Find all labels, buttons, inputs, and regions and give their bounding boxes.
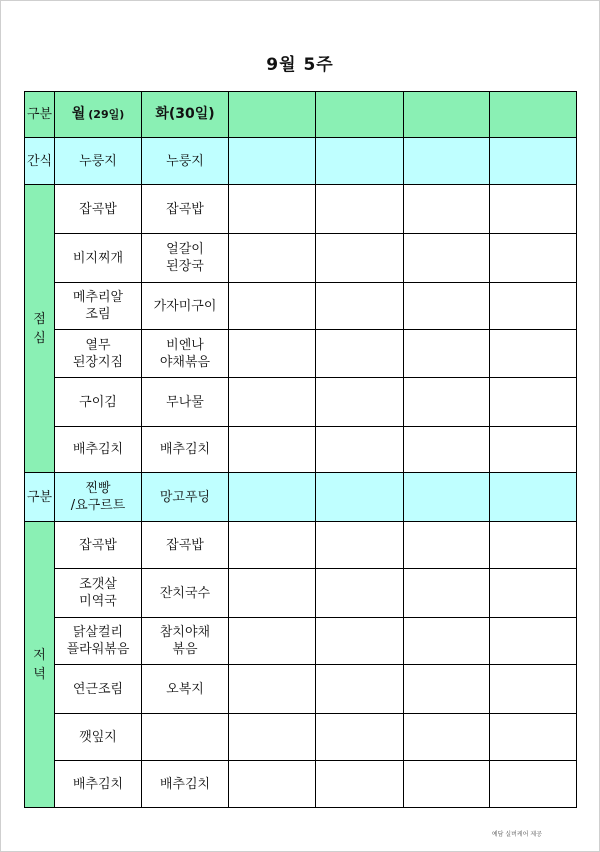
header-empty-cell [315,91,404,138]
snack-tue-cell [141,137,229,185]
snack2-empty-cell [489,472,577,522]
lunch-empty-cell [228,184,316,234]
lunch-empty-cell [228,282,316,330]
dinner-empty-cell [489,568,577,618]
dinner-tue-item: 잡곡밥 [166,537,204,553]
lunch-mon-cell [54,184,142,234]
lunch-tue-cell [141,329,229,378]
dinner-mon-item: 깻잎지 [79,729,117,745]
lunch-label-top: 점 [33,311,46,327]
lunch-mon-item: 잡곡밥 [79,201,117,217]
lunch-tue-cell [141,233,229,283]
snack-mon-cell [54,137,142,185]
dinner-mon-cell [54,521,142,569]
lunch-empty-cell [489,377,577,427]
lunch-tue-item: 비엔나 야채볶음 [159,337,211,370]
dinner-empty-cell [315,568,404,618]
header-tue-day: 화(30일) [155,106,215,122]
dinner-mon-cell [54,617,142,665]
dinner-empty-cell [489,664,577,714]
lunch-mon-cell [54,426,142,473]
header-empty-cell [403,91,490,138]
lunch-empty-cell [228,233,316,283]
dinner-empty-cell [489,713,577,761]
snack2-tue-cell [141,472,229,522]
lunch-label-bottom: 심 [33,330,46,346]
snack2-mon: 찐빵 /요구르트 [70,481,126,513]
dinner-empty-cell [315,713,404,761]
lunch-mon-item: 메추리알 조림 [72,290,124,322]
snack-tue: 누룽지 [166,153,204,169]
snack-label-cell [24,137,55,185]
snack-mon: 누룽지 [79,153,117,169]
header-tue-cell [141,91,229,138]
snack-empty-cell [403,137,490,185]
dinner-tue-cell [141,521,229,569]
dinner-empty-cell [403,617,490,665]
snack2-empty-cell [315,472,404,522]
lunch-label-cell [24,184,55,473]
lunch-mon-cell [54,329,142,378]
header-mon-day: 월 [71,106,86,122]
lunch-empty-cell [489,329,577,378]
lunch-tue-item: 무나물 [166,394,204,410]
lunch-mon-cell [54,233,142,283]
snack2-empty-cell [403,472,490,522]
dinner-tue-cell [141,617,229,665]
dinner-tue-item: 잔치국수 [159,585,211,601]
lunch-tue-cell [141,282,229,330]
dinner-empty-cell [228,617,316,665]
lunch-empty-cell [489,282,577,330]
lunch-empty-cell [315,282,404,330]
snack-label: 간식 [26,153,53,169]
dinner-empty-cell [403,568,490,618]
dinner-tue-cell [141,760,229,808]
dinner-mon-item: 연근조림 [72,681,124,697]
lunch-empty-cell [489,233,577,283]
lunch-empty-cell [315,377,404,427]
dinner-empty-cell [315,617,404,665]
lunch-mon-item: 비지찌개 [72,250,124,266]
dinner-mon-item: 조갯살 미역국 [79,577,117,609]
lunch-empty-cell [403,184,490,234]
dinner-empty-cell [403,664,490,714]
header-mon-cell [54,91,142,138]
dinner-mon-item: 닭살컬리 플라워볶음 [66,625,130,657]
lunch-empty-cell [403,282,490,330]
dinner-empty-cell [315,664,404,714]
snack2-empty-cell [228,472,316,522]
dinner-empty-cell [315,521,404,569]
lunch-tue-item: 잡곡밥 [166,201,204,217]
lunch-empty-cell [315,184,404,234]
dinner-empty-cell [403,760,490,808]
snack-empty-cell [228,137,316,185]
dinner-empty-cell [403,521,490,569]
header-label: 구분 [26,107,53,122]
lunch-empty-cell [315,233,404,283]
lunch-tue-item: 가자미구이 [153,298,217,314]
dinner-mon-cell [54,760,142,808]
dinner-mon-cell [54,568,142,618]
dinner-empty-cell [489,760,577,808]
lunch-empty-cell [403,233,490,283]
snack2-tue: 망고푸딩 [159,489,211,505]
dinner-empty-cell [228,713,316,761]
header-mon-date: (29일) [88,108,125,121]
dinner-tue-cell [141,713,229,761]
snack2-mon-cell [54,472,142,522]
lunch-empty-cell [489,426,577,473]
dinner-mon-cell [54,664,142,714]
lunch-tue-cell [141,426,229,473]
lunch-empty-cell [228,426,316,473]
dinner-tue-cell [141,664,229,714]
dinner-empty-cell [489,617,577,665]
dinner-empty-cell [228,568,316,618]
dinner-empty-cell [315,760,404,808]
header-empty-cell [228,91,316,138]
lunch-empty-cell [403,329,490,378]
snack2-label-cell [24,472,55,522]
header-label-cell [24,91,55,138]
lunch-empty-cell [489,184,577,234]
snack-empty-cell [489,137,577,185]
snack2-label: 구분 [26,489,53,505]
dinner-label-top: 저 [33,647,46,663]
dinner-tue-item: 참치야채 볶음 [159,625,211,657]
dinner-label-bottom: 녁 [33,666,46,682]
dinner-empty-cell [228,521,316,569]
snack-empty-cell [315,137,404,185]
lunch-empty-cell [228,329,316,378]
lunch-tue-cell [141,184,229,234]
dinner-label-cell [24,521,55,808]
header-empty-cell [489,91,577,138]
dinner-tue-item: 오복지 [166,681,204,697]
lunch-mon-item: 열무 된장지짐 [72,337,124,370]
lunch-empty-cell [403,377,490,427]
dinner-empty-cell [228,664,316,714]
lunch-empty-cell [315,329,404,378]
dinner-empty-cell [489,521,577,569]
dinner-mon-cell [54,713,142,761]
lunch-mon-item: 배추김치 [72,442,124,457]
lunch-mon-item: 구이김 [79,394,117,410]
dinner-empty-cell [403,713,490,761]
lunch-mon-cell [54,377,142,427]
page-title: 9월 5주 [266,55,334,75]
footer-credit: 예담 실버케어 제공 [491,831,542,838]
lunch-tue-item: 얼갈이 된장국 [166,242,204,274]
lunch-empty-cell [228,377,316,427]
lunch-empty-cell [403,426,490,473]
lunch-empty-cell [315,426,404,473]
lunch-tue-item: 배추김치 [159,442,211,457]
dinner-tue-cell [141,568,229,618]
lunch-mon-cell [54,282,142,330]
lunch-tue-cell [141,377,229,427]
dinner-tue-item: 배추김치 [159,776,211,792]
dinner-empty-cell [228,760,316,808]
dinner-mon-item: 배추김치 [72,776,124,792]
dinner-mon-item: 잡곡밥 [79,537,117,553]
